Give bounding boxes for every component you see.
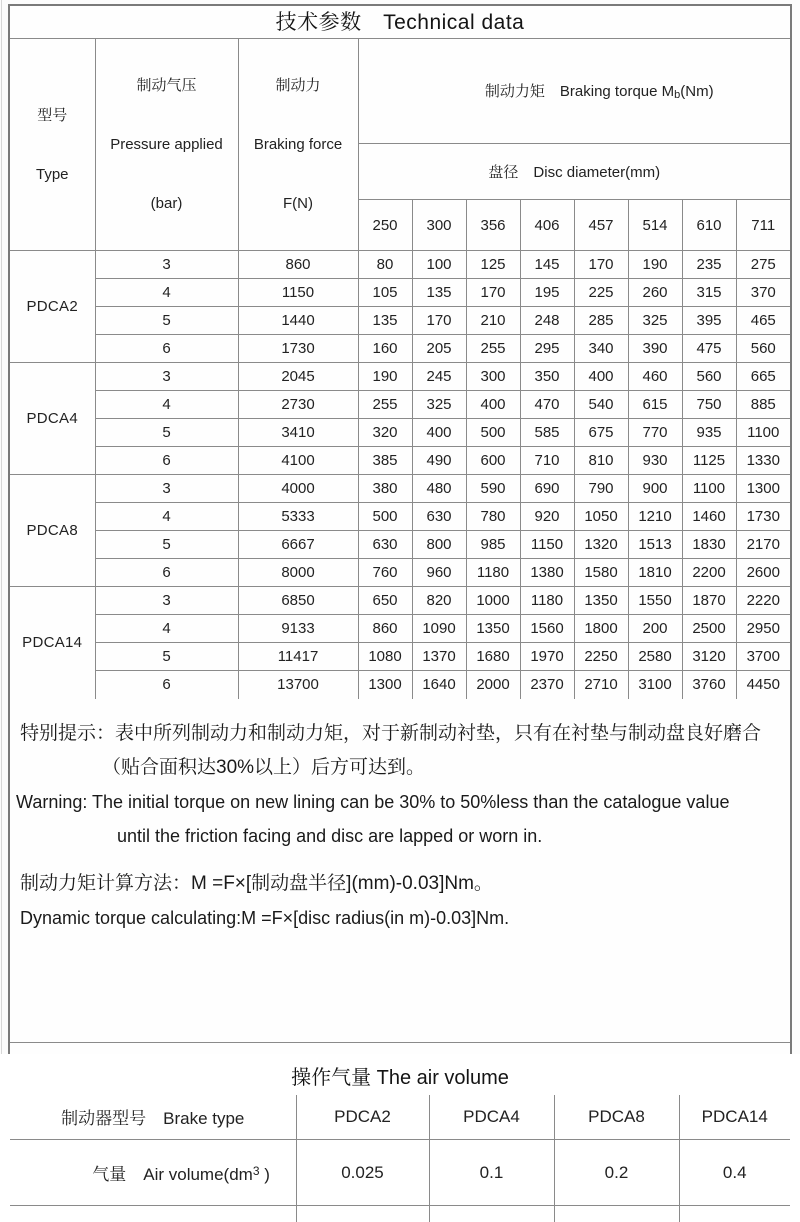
torque-cell: 200 <box>628 615 682 643</box>
diameter-header-cell: 610 <box>682 200 736 251</box>
torque-cell: 1320 <box>574 531 628 559</box>
torque-cell: 248 <box>520 307 574 335</box>
torque-cell: 1100 <box>682 475 736 503</box>
torque-cell: 885 <box>736 391 790 419</box>
torque-cell: 1550 <box>628 587 682 615</box>
torque-cell: 860 <box>358 615 412 643</box>
cropped-cell <box>679 1206 790 1222</box>
torque-cell: 800 <box>412 531 466 559</box>
cropped-cell <box>296 1206 429 1222</box>
torque-cell: 1560 <box>520 615 574 643</box>
pressure-cell: 3 <box>95 251 238 279</box>
col-header-force <box>238 39 358 251</box>
torque-cell: 615 <box>628 391 682 419</box>
torque-cell: 1180 <box>466 559 520 587</box>
note-cn-line2: （贴合面积达30%以上）后方可达到。 <box>102 756 426 778</box>
torque-cell: 350 <box>520 363 574 391</box>
torque-cell: 760 <box>358 559 412 587</box>
force-cell: 2045 <box>238 363 358 391</box>
air-type-cell: PDCA8 <box>554 1095 679 1140</box>
torque-cell: 295 <box>520 335 574 363</box>
model-cell: PDCA14 <box>10 587 95 699</box>
model-cell: PDCA8 <box>10 475 95 587</box>
torque-cell: 935 <box>682 419 736 447</box>
diameter-header-cell: 250 <box>358 200 412 251</box>
torque-cell: 770 <box>628 419 682 447</box>
torque-cell: 135 <box>358 307 412 335</box>
torque-cell: 1640 <box>412 671 466 699</box>
diameter-header-cell: 457 <box>574 200 628 251</box>
torque-cell: 500 <box>358 503 412 531</box>
pressure-cell: 5 <box>95 307 238 335</box>
pressure-cell: 6 <box>95 559 238 587</box>
torque-cell: 255 <box>358 391 412 419</box>
notes-section <box>10 717 790 1043</box>
torque-cell: 690 <box>520 475 574 503</box>
torque-cell: 1330 <box>736 447 790 475</box>
torque-cell: 255 <box>466 335 520 363</box>
table-row <box>10 615 790 643</box>
torque-cell: 630 <box>412 503 466 531</box>
air-value-cell: 0.1 <box>429 1140 554 1206</box>
torque-cell: 540 <box>574 391 628 419</box>
torque-cell: 2000 <box>466 671 520 699</box>
force-cell: 4100 <box>238 447 358 475</box>
pressure-cell: 3 <box>95 587 238 615</box>
torque-cell: 190 <box>628 251 682 279</box>
table-row <box>10 335 790 363</box>
col-header-type-cn: 型号 <box>37 106 68 124</box>
torque-cell: 460 <box>628 363 682 391</box>
torque-cell: 1680 <box>466 643 520 671</box>
torque-cell: 340 <box>574 335 628 363</box>
force-cell: 9133 <box>238 615 358 643</box>
torque-cell: 1380 <box>520 559 574 587</box>
torque-cell: 3700 <box>736 643 790 671</box>
torque-cell: 210 <box>466 307 520 335</box>
torque-cell: 2370 <box>520 671 574 699</box>
torque-cell: 2580 <box>628 643 682 671</box>
warning-en-line2: until the friction facing and disc are lapped or worn in. <box>117 825 543 846</box>
torque-cell: 1180 <box>520 587 574 615</box>
torque-cell: 145 <box>520 251 574 279</box>
torque-cell: 3760 <box>682 671 736 699</box>
col-header-type <box>10 39 95 251</box>
torque-cell: 3120 <box>682 643 736 671</box>
air-volume-label-text: 气量 Air volume(dm <box>92 1165 253 1184</box>
torque-cell: 810 <box>574 447 628 475</box>
col-header-force-unit: F(N) <box>283 195 313 212</box>
torque-cell: 675 <box>574 419 628 447</box>
torque-cell: 395 <box>682 307 736 335</box>
cropped-cell <box>10 1206 296 1222</box>
air-volume-values-row <box>10 1140 790 1206</box>
torque-cell: 920 <box>520 503 574 531</box>
torque-label-text: 制动力矩 Braking torque M <box>484 83 675 101</box>
air-value-cell: 0.025 <box>296 1140 429 1206</box>
torque-cell: 1000 <box>466 587 520 615</box>
torque-cell: 1150 <box>520 531 574 559</box>
torque-cell: 1730 <box>736 503 790 531</box>
torque-cell: 285 <box>574 307 628 335</box>
torque-cell: 400 <box>412 419 466 447</box>
torque-cell: 600 <box>466 447 520 475</box>
force-cell: 6667 <box>238 531 358 559</box>
force-cell: 1150 <box>238 279 358 307</box>
torque-cell: 1870 <box>682 587 736 615</box>
torque-cell: 560 <box>682 363 736 391</box>
torque-cell: 1460 <box>682 503 736 531</box>
torque-cell: 3100 <box>628 671 682 699</box>
torque-cell: 325 <box>628 307 682 335</box>
torque-cell: 1300 <box>358 671 412 699</box>
table-row <box>10 279 790 307</box>
torque-cell: 170 <box>412 307 466 335</box>
torque-cell: 1350 <box>574 587 628 615</box>
torque-cell: 1800 <box>574 615 628 643</box>
force-cell: 13700 <box>238 671 358 699</box>
col-header-force-cn: 制动力 <box>275 77 321 94</box>
col-header-pressure-cn: 制动气压 <box>136 77 197 94</box>
torque-cell: 80 <box>358 251 412 279</box>
air-row-header-type: 制动器型号 Brake type <box>10 1095 296 1140</box>
col-header-pressure <box>95 39 238 251</box>
torque-cell: 490 <box>412 447 466 475</box>
torque-cell: 300 <box>466 363 520 391</box>
torque-cell: 500 <box>466 419 520 447</box>
torque-cell: 930 <box>628 447 682 475</box>
table-row <box>10 671 790 699</box>
col-header-type-en: Type <box>35 165 69 183</box>
pressure-cell: 4 <box>95 391 238 419</box>
table-row <box>10 251 790 279</box>
table-row <box>10 587 790 615</box>
pressure-cell: 4 <box>95 615 238 643</box>
force-cell: 6850 <box>238 587 358 615</box>
torque-cell: 630 <box>358 531 412 559</box>
air-row-header-volume <box>10 1140 296 1206</box>
torque-cell: 2950 <box>736 615 790 643</box>
force-cell: 11417 <box>238 643 358 671</box>
cropped-cell <box>429 1206 554 1222</box>
torque-cell: 665 <box>736 363 790 391</box>
diameter-header-cell: 514 <box>628 200 682 251</box>
col-header-force-en: Braking force <box>253 136 343 153</box>
air-value-cell: 0.4 <box>679 1140 790 1206</box>
force-cell: 5333 <box>238 503 358 531</box>
formula-en: Dynamic torque calculating:M =F×[disc radius(in m)-0.03]Nm. <box>20 907 510 928</box>
air-brake-type-row <box>10 1095 790 1140</box>
warning-en-line1: Warning: The initial torque on new lining can be 30% to 50%less than the catalogue value <box>16 791 730 812</box>
main-table-body <box>10 251 790 699</box>
torque-cell: 585 <box>520 419 574 447</box>
torque-cell: 275 <box>736 251 790 279</box>
table-row <box>10 643 790 671</box>
col-header-pressure-unit: (bar) <box>150 195 183 212</box>
torque-cell: 2250 <box>574 643 628 671</box>
torque-cell: 1370 <box>412 643 466 671</box>
col-header-disc-diameter: 盘径 Disc diameter(mm) <box>358 143 790 199</box>
torque-cell: 225 <box>574 279 628 307</box>
torque-cell: 780 <box>466 503 520 531</box>
torque-cell: 325 <box>412 391 466 419</box>
air-type-cell: PDCA2 <box>296 1095 429 1140</box>
torque-cell: 400 <box>574 363 628 391</box>
page-title: 技术参数 Technical data <box>10 6 790 39</box>
force-cell: 860 <box>238 251 358 279</box>
pressure-cell: 6 <box>95 671 238 699</box>
table-row <box>10 559 790 587</box>
force-cell: 4000 <box>238 475 358 503</box>
torque-cell: 100 <box>412 251 466 279</box>
table-row <box>10 503 790 531</box>
torque-cell: 650 <box>358 587 412 615</box>
table-row <box>10 307 790 335</box>
diameter-header-cell: 300 <box>412 200 466 251</box>
torque-cell: 125 <box>466 251 520 279</box>
torque-cell: 960 <box>412 559 466 587</box>
torque-cell: 170 <box>466 279 520 307</box>
table-row <box>10 475 790 503</box>
table-row <box>10 391 790 419</box>
torque-cell: 820 <box>412 587 466 615</box>
datasheet <box>8 4 792 1184</box>
torque-cell: 710 <box>520 447 574 475</box>
note-cn-line1: 特别提示：表中所列制动力和制动力矩，对于新制动衬垫，只有在衬垫与制动盘良好磨合 <box>20 722 762 744</box>
torque-cell: 2500 <box>682 615 736 643</box>
torque-cell: 1050 <box>574 503 628 531</box>
torque-cell: 385 <box>358 447 412 475</box>
force-cell: 1730 <box>238 335 358 363</box>
formula-cn: 制动力矩计算方法：M =F×[制动盘半径](mm)-0.03]Nm。 <box>20 872 493 894</box>
air-volume-label-suffix: ) <box>259 1165 270 1184</box>
torque-cell: 105 <box>358 279 412 307</box>
torque-cell: 2170 <box>736 531 790 559</box>
air-volume-table <box>10 1095 790 1222</box>
torque-cell: 400 <box>466 391 520 419</box>
model-cell: PDCA4 <box>10 363 95 475</box>
torque-cell: 470 <box>520 391 574 419</box>
torque-label-unit: (Nm) <box>680 83 714 101</box>
table-row <box>10 419 790 447</box>
air-type-cell: PDCA4 <box>429 1095 554 1140</box>
torque-cell: 235 <box>682 251 736 279</box>
col-header-braking-torque <box>358 39 790 143</box>
pressure-cell: 4 <box>95 279 238 307</box>
air-volume-label-superscript: 3 <box>252 1164 260 1178</box>
torque-cell: 1513 <box>628 531 682 559</box>
force-cell: 8000 <box>238 559 358 587</box>
torque-cell: 1970 <box>520 643 574 671</box>
torque-cell: 315 <box>682 279 736 307</box>
technical-data-table <box>10 39 790 699</box>
pressure-cell: 3 <box>95 475 238 503</box>
air-volume-title: 操作气量 The air volume <box>291 1066 509 1089</box>
torque-cell: 1100 <box>736 419 790 447</box>
torque-cell: 1810 <box>628 559 682 587</box>
torque-cell: 260 <box>628 279 682 307</box>
force-cell: 3410 <box>238 419 358 447</box>
torque-cell: 985 <box>466 531 520 559</box>
torque-cell: 790 <box>574 475 628 503</box>
torque-cell: 135 <box>412 279 466 307</box>
torque-cell: 1830 <box>682 531 736 559</box>
torque-cell: 320 <box>358 419 412 447</box>
torque-cell: 1300 <box>736 475 790 503</box>
torque-cell: 380 <box>358 475 412 503</box>
table-row <box>10 531 790 559</box>
torque-cell: 1210 <box>628 503 682 531</box>
pressure-cell: 6 <box>95 335 238 363</box>
cropped-empty-row <box>10 1206 790 1222</box>
torque-cell: 1125 <box>682 447 736 475</box>
force-cell: 1440 <box>238 307 358 335</box>
torque-cell: 1350 <box>466 615 520 643</box>
pressure-cell: 5 <box>95 643 238 671</box>
torque-cell: 370 <box>736 279 790 307</box>
torque-cell: 4450 <box>736 671 790 699</box>
air-type-cell: PDCA14 <box>679 1095 790 1140</box>
torque-cell: 1080 <box>358 643 412 671</box>
diameter-header-cell: 711 <box>736 200 790 251</box>
torque-cell: 475 <box>682 335 736 363</box>
torque-cell: 390 <box>628 335 682 363</box>
torque-cell: 1580 <box>574 559 628 587</box>
table-row <box>10 447 790 475</box>
torque-cell: 1090 <box>412 615 466 643</box>
torque-cell: 560 <box>736 335 790 363</box>
table-row <box>10 363 790 391</box>
torque-cell: 2200 <box>682 559 736 587</box>
torque-cell: 170 <box>574 251 628 279</box>
torque-cell: 465 <box>736 307 790 335</box>
pressure-cell: 3 <box>95 363 238 391</box>
cropped-cell <box>554 1206 679 1222</box>
torque-cell: 195 <box>520 279 574 307</box>
model-cell: PDCA2 <box>10 251 95 363</box>
pressure-cell: 4 <box>95 503 238 531</box>
torque-cell: 2220 <box>736 587 790 615</box>
diameter-header-cell: 406 <box>520 200 574 251</box>
torque-cell: 480 <box>412 475 466 503</box>
torque-label-subscript: b <box>674 89 681 102</box>
diameter-header-cell: 356 <box>466 200 520 251</box>
col-header-pressure-en: Pressure applied <box>110 136 223 153</box>
air-value-cell: 0.2 <box>554 1140 679 1206</box>
torque-cell: 900 <box>628 475 682 503</box>
torque-cell: 750 <box>682 391 736 419</box>
pressure-cell: 5 <box>95 531 238 559</box>
torque-cell: 2600 <box>736 559 790 587</box>
torque-cell: 245 <box>412 363 466 391</box>
torque-cell: 2710 <box>574 671 628 699</box>
torque-cell: 590 <box>466 475 520 503</box>
pressure-cell: 6 <box>95 447 238 475</box>
torque-cell: 190 <box>358 363 412 391</box>
pressure-cell: 5 <box>95 419 238 447</box>
force-cell: 2730 <box>238 391 358 419</box>
torque-cell: 205 <box>412 335 466 363</box>
torque-cell: 160 <box>358 335 412 363</box>
